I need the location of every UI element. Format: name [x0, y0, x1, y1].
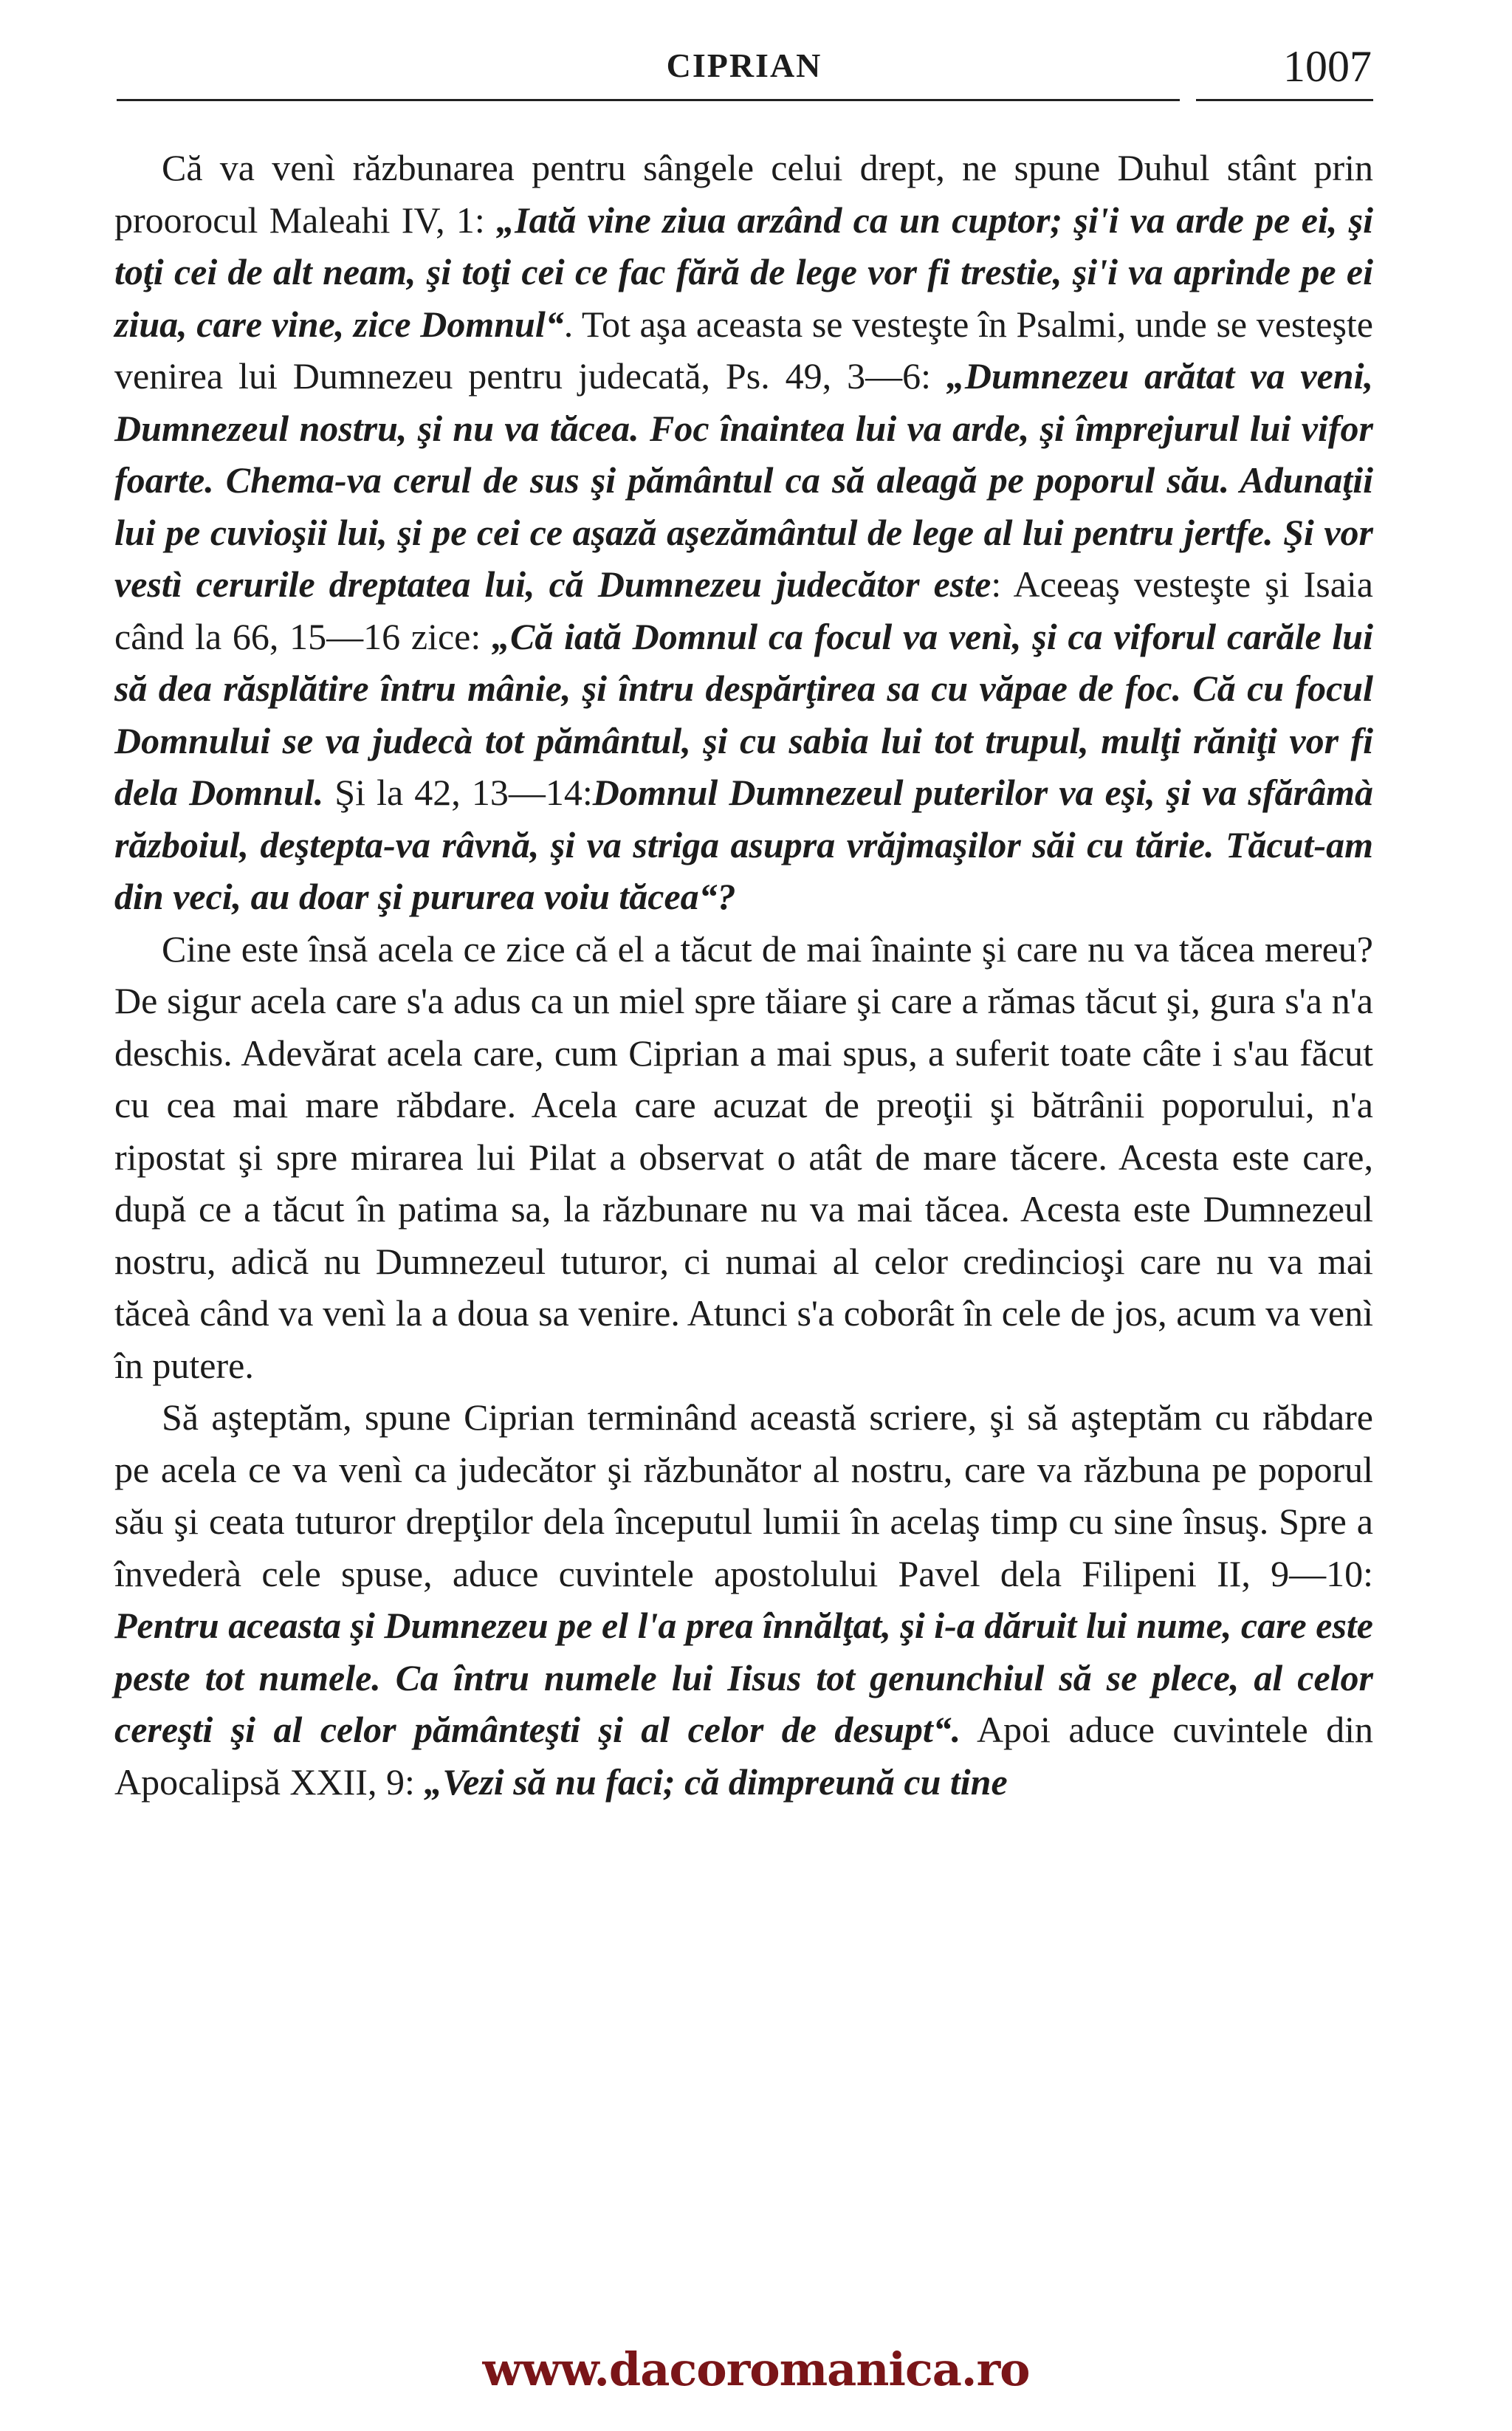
watermark-url: www.dacoromanica.ro	[482, 2342, 1030, 2396]
text-run: Cine este însă acela ce zice că el a tăcut de mai înainte şi care nu va tăcea mereu? De sigur acela care s'a adus ca un miel spre tăiare şi care a rămas tăcut şi, gura s'a n'a deschis. Adevărat acela care, cum Ciprian a mai spus, a suferit toate câte i s'au făcut cu cea mai mare răbdare. Acela care acuzat de preoţii şi bătrânii poporului, n'a ripostat şi spre mirarea lui Pilat a observat o atât de mare tăcere. Acesta este care, după ce a tăcut în patima sa, la răzbunare nu va mai tăcea. Acesta este Dumnezeul nostru, adică nu Dumnezeul tuturor, ci numai al celor credincioşi care nu va mai tăceà când va venì la a doua sa venire. Atunci s'a coborât în cele de jos, acum va venì în putere.	[114, 928, 1373, 1386]
text-run: Şi la 42, 13—14:	[323, 772, 593, 813]
quote-run: „Vezi să nu faci; că dimpreună cu tine	[424, 1760, 1008, 1803]
quote-run: Pentru aceasta şi Dumnezeu pe el l'a prea înnălţat, şi i-a dăruit lui nume, care este peste tot numele. Ca întru numele lui Iisus tot genunchiul să se plece, al celor cereşti şi al celor pământeşti şi al celor de desupt“.	[114, 1605, 1373, 1750]
page-number: 1007	[1283, 42, 1372, 91]
text-run: . Tot aşa aceasta se vesteşte în Psalmi, unde se vesteşte venirea lui Dumnezeu pentru judecată, Ps. 49, 3—6:	[114, 303, 1374, 397]
paragraph-1	[114, 142, 1373, 923]
header-rule	[117, 99, 1180, 101]
text-run: Să aşteptăm, spune Ciprian terminând această scriere, şi să aşteptăm cu răbdare pe acela ce va venì ca judecător şi răzbunător al nostru, care va răzbuna pe poporul său şi ceata tuturor drepţilor dela începutul lumii în acelaş timp cu sine însuş. Spre a învederà cele spuse, aduce cuvintele apostolului Pavel dela Filipeni II, 9—10:	[114, 1396, 1373, 1594]
running-header	[117, 42, 1372, 97]
paragraph-3	[114, 1391, 1373, 1808]
text-run: Apoi aduce cuvintele din Apocalipsă XXII, 9:	[114, 1709, 1373, 1803]
quote-run: „Că iată Domnul ca focul va venì, şi ca viforul carăle lui să dea răsplătire întru mânie, şi întru despărţirea sa cu văpae de foc. Că cu focul Domnului se va judecà tot pământul, şi cu sabia lui tot trupul, mulţi răniţi vor fi dela Domnul.	[114, 615, 1373, 813]
header-rule-short	[1196, 99, 1373, 101]
running-title: CIPRIAN	[666, 47, 822, 84]
text-run: : Aceeaş vesteşte şi Isaia când la 66, 15—16 zice:	[114, 563, 1373, 657]
quote-run: „Iată vine ziua arzând ca un cuptor; şi'i va arde pe ei, şi toţi cei de alt neam, şi toţi cei ce fac fără de lege vor fi trestie, şi'i va aprinde pe ei ziua, care vine, zice Domnul“	[114, 199, 1373, 345]
quote-run: Domnul Dumnezeul puterilor va eşi, şi va sfărâmà războiul, deştepta-va râvnă, şi va striga asupra vrăjmaşilor săi cu tărie. Tăcut-am din veci, au doar şi pururea voiu tăcea“?	[114, 772, 1373, 917]
paragraph-2	[114, 923, 1373, 1392]
body-text	[114, 142, 1373, 1808]
quote-run: „Dumnezeu arătat va veni, Dumnezeul nostru, şi nu va tăcea. Foc înaintea lui va arde, şi împrejurul lui vifor foarte. Chema-va cerul de sus şi pământul ca să aleagă pe poporul său. Adunaţii lui pe cuvioşii lui, şi pe cei ce aşază aşezământul de lege al lui pentru jertfe. Şi vor vestì cerurile dreptatea lui, că Dumnezeu judecător este	[114, 355, 1373, 605]
text-run: Că va venì răzbunarea pentru sângele celui drept, ne spune Duhul stânt prin proorocul Maleahi IV, 1:	[114, 147, 1373, 241]
